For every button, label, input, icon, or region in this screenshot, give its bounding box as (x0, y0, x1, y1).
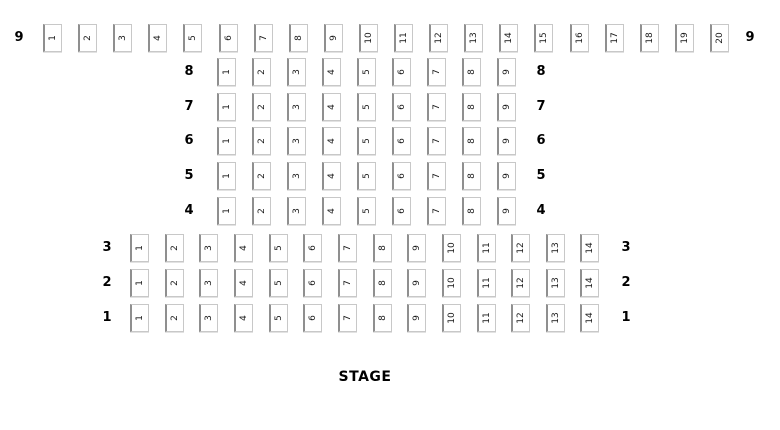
seat[interactable] (675, 24, 694, 52)
seat-number: 3 (292, 69, 302, 75)
seat[interactable] (269, 234, 288, 262)
seat-number: 10 (447, 242, 457, 254)
seat-number: 12 (516, 312, 526, 324)
row-label-left: 4 (184, 203, 194, 218)
seat-number: 10 (447, 277, 457, 289)
seat-number: 5 (274, 280, 284, 286)
seat[interactable] (462, 197, 481, 225)
seat[interactable] (497, 58, 516, 86)
row-label-right: 5 (536, 168, 546, 183)
seat-number: 5 (274, 245, 284, 251)
seat[interactable] (710, 24, 729, 52)
row-label-left: 1 (102, 310, 112, 325)
seat-number: 9 (412, 245, 422, 251)
seat[interactable] (442, 234, 461, 262)
seat-number: 2 (170, 280, 180, 286)
seat[interactable] (130, 234, 149, 262)
seat-number: 6 (224, 35, 234, 41)
seat-number: 4 (327, 138, 337, 144)
seat[interactable] (357, 197, 376, 225)
seat[interactable] (287, 197, 306, 225)
seat[interactable] (252, 93, 271, 121)
seat[interactable] (287, 93, 306, 121)
seat[interactable] (392, 162, 411, 190)
seat-number: 5 (362, 173, 372, 179)
seat[interactable] (217, 197, 236, 225)
row-label-left: 2 (102, 275, 112, 290)
seat-number: 7 (343, 315, 353, 321)
seat[interactable] (640, 24, 659, 52)
seat-number: 2 (170, 245, 180, 251)
seat[interactable] (338, 304, 357, 332)
seat[interactable] (497, 162, 516, 190)
row-label-right: 9 (745, 30, 755, 45)
seat[interactable] (427, 162, 446, 190)
seat-number: 2 (170, 315, 180, 321)
seat[interactable] (477, 234, 496, 262)
seat-number: 1 (222, 173, 232, 179)
seat-number: 8 (467, 208, 477, 214)
seat[interactable] (289, 24, 308, 52)
seat-number: 13 (551, 312, 561, 324)
seat-number: 13 (469, 32, 479, 44)
seat-number: 1 (222, 69, 232, 75)
row-label-right: 3 (621, 240, 631, 255)
seat-number: 9 (502, 173, 512, 179)
seat[interactable] (442, 304, 461, 332)
seat[interactable] (511, 269, 530, 297)
seat[interactable] (392, 93, 411, 121)
seat-number: 14 (585, 277, 595, 289)
seat-number: 4 (327, 104, 337, 110)
seat[interactable] (427, 197, 446, 225)
seat[interactable] (113, 24, 132, 52)
seat-number: 6 (397, 69, 407, 75)
seat[interactable] (78, 24, 97, 52)
seat-number: 6 (397, 104, 407, 110)
seat-number: 7 (343, 245, 353, 251)
seat-number: 5 (362, 138, 372, 144)
seat-number: 6 (397, 208, 407, 214)
seat[interactable] (407, 234, 426, 262)
seat[interactable] (394, 24, 413, 52)
seat-number: 15 (539, 32, 549, 44)
seat[interactable] (462, 93, 481, 121)
seat[interactable] (234, 269, 253, 297)
seat-number: 4 (239, 245, 249, 251)
seat-number: 3 (118, 35, 128, 41)
seat[interactable] (165, 304, 184, 332)
seat[interactable] (130, 269, 149, 297)
seat[interactable] (357, 127, 376, 155)
seat[interactable] (497, 93, 516, 121)
seat-number: 6 (308, 280, 318, 286)
seat[interactable] (234, 304, 253, 332)
seat[interactable] (357, 162, 376, 190)
seat[interactable] (322, 58, 341, 86)
row-label-right: 7 (536, 99, 546, 114)
seat-number: 1 (135, 315, 145, 321)
seat[interactable] (580, 269, 599, 297)
seat[interactable] (217, 58, 236, 86)
seat-number: 8 (378, 315, 388, 321)
seat[interactable] (165, 234, 184, 262)
seat-number: 7 (259, 35, 269, 41)
seat-number: 8 (467, 138, 477, 144)
seat-number: 3 (204, 315, 214, 321)
seat[interactable] (427, 93, 446, 121)
row-label-right: 2 (621, 275, 631, 290)
seat-number: 12 (516, 277, 526, 289)
seat[interactable] (165, 269, 184, 297)
seat-number: 13 (551, 277, 561, 289)
seat[interactable] (234, 234, 253, 262)
seat-number: 2 (257, 104, 267, 110)
seat-number: 1 (222, 138, 232, 144)
seat[interactable] (462, 162, 481, 190)
seat-number: 1 (222, 208, 232, 214)
seat[interactable] (534, 24, 553, 52)
seat-number: 9 (329, 35, 339, 41)
seat-number: 6 (397, 173, 407, 179)
seat[interactable] (407, 304, 426, 332)
row-label-left: 8 (184, 64, 194, 79)
seat-number: 16 (575, 32, 585, 44)
seat[interactable] (357, 58, 376, 86)
seat[interactable] (477, 304, 496, 332)
seat-number: 3 (292, 104, 302, 110)
seat-number: 4 (153, 35, 163, 41)
seat[interactable] (287, 58, 306, 86)
seat-number: 5 (188, 35, 198, 41)
seat[interactable] (580, 304, 599, 332)
seat[interactable] (217, 93, 236, 121)
seat-number: 11 (399, 32, 409, 44)
seat[interactable] (269, 269, 288, 297)
row-label-left: 5 (184, 168, 194, 183)
seat-number: 1 (135, 280, 145, 286)
seat[interactable] (359, 24, 378, 52)
seat[interactable] (338, 269, 357, 297)
seat-number: 5 (362, 104, 372, 110)
seat-number: 14 (585, 242, 595, 254)
seat[interactable] (392, 197, 411, 225)
seat-number: 19 (680, 32, 690, 44)
seat[interactable] (43, 24, 62, 52)
seat-number: 10 (447, 312, 457, 324)
seat-number: 3 (292, 208, 302, 214)
seat-number: 3 (292, 173, 302, 179)
seat-number: 9 (502, 104, 512, 110)
seat-number: 6 (397, 138, 407, 144)
seat[interactable] (303, 234, 322, 262)
seat-number: 18 (645, 32, 655, 44)
seat[interactable] (442, 269, 461, 297)
seat[interactable] (570, 24, 589, 52)
seat[interactable] (199, 234, 218, 262)
seat[interactable] (303, 269, 322, 297)
seat[interactable] (373, 234, 392, 262)
seat[interactable] (511, 234, 530, 262)
seat[interactable] (427, 127, 446, 155)
seat[interactable] (427, 58, 446, 86)
seat-number: 6 (308, 245, 318, 251)
seat[interactable] (546, 304, 565, 332)
seat[interactable] (130, 304, 149, 332)
seat-number: 2 (257, 173, 267, 179)
seat[interactable] (477, 269, 496, 297)
seat[interactable] (322, 162, 341, 190)
seat[interactable] (287, 127, 306, 155)
seat-number: 8 (467, 69, 477, 75)
seat[interactable] (373, 304, 392, 332)
seat-number: 13 (551, 242, 561, 254)
seat[interactable] (497, 197, 516, 225)
seat-number: 4 (327, 208, 337, 214)
row-label-right: 6 (536, 133, 546, 148)
seat[interactable] (464, 24, 483, 52)
seat-number: 5 (362, 69, 372, 75)
seat[interactable] (324, 24, 343, 52)
seat[interactable] (252, 197, 271, 225)
seat[interactable] (254, 24, 273, 52)
seat[interactable] (303, 304, 322, 332)
seat-number: 7 (432, 208, 442, 214)
seat-number: 10 (364, 32, 374, 44)
seat-number: 1 (135, 245, 145, 251)
seat-number: 8 (467, 104, 477, 110)
seat[interactable] (322, 93, 341, 121)
seat-number: 9 (502, 138, 512, 144)
seat[interactable] (497, 127, 516, 155)
seat-number: 9 (502, 208, 512, 214)
seat-number: 12 (516, 242, 526, 254)
seat-number: 8 (467, 173, 477, 179)
seat-number: 2 (257, 208, 267, 214)
seat[interactable] (357, 93, 376, 121)
seat[interactable] (322, 197, 341, 225)
seat-number: 1 (48, 35, 58, 41)
row-label-right: 8 (536, 64, 546, 79)
seat[interactable] (217, 162, 236, 190)
seat[interactable] (199, 304, 218, 332)
seat[interactable] (373, 269, 392, 297)
seat-number: 3 (204, 280, 214, 286)
seat[interactable] (217, 127, 236, 155)
row-label-right: 1 (621, 310, 631, 325)
seat-number: 8 (294, 35, 304, 41)
stage-label: STAGE (338, 369, 392, 385)
seat-number: 5 (274, 315, 284, 321)
seat[interactable] (219, 24, 238, 52)
seat[interactable] (462, 58, 481, 86)
seat[interactable] (407, 269, 426, 297)
seat[interactable] (546, 234, 565, 262)
seat[interactable] (429, 24, 448, 52)
seat-number: 7 (432, 173, 442, 179)
seat[interactable] (183, 24, 202, 52)
seat[interactable] (392, 58, 411, 86)
seat[interactable] (252, 58, 271, 86)
seat-number: 11 (482, 242, 492, 254)
seat[interactable] (252, 162, 271, 190)
seat[interactable] (148, 24, 167, 52)
seat-number: 6 (308, 315, 318, 321)
seat-number: 9 (412, 315, 422, 321)
seat-number: 2 (257, 138, 267, 144)
seat-number: 9 (502, 69, 512, 75)
seat-number: 7 (432, 104, 442, 110)
seat[interactable] (580, 234, 599, 262)
row-label-left: 6 (184, 133, 194, 148)
seat-number: 8 (378, 280, 388, 286)
seat[interactable] (499, 24, 518, 52)
row-label-left: 7 (184, 99, 194, 114)
seat-number: 11 (482, 312, 492, 324)
seat[interactable] (546, 269, 565, 297)
seat-number: 7 (432, 138, 442, 144)
seat-number: 2 (83, 35, 93, 41)
seat-number: 4 (327, 173, 337, 179)
row-label-left: 3 (102, 240, 112, 255)
seat[interactable] (462, 127, 481, 155)
seat-number: 5 (362, 208, 372, 214)
seat[interactable] (269, 304, 288, 332)
seat[interactable] (605, 24, 624, 52)
seat-number: 3 (292, 138, 302, 144)
seat-number: 9 (412, 280, 422, 286)
seat-number: 3 (204, 245, 214, 251)
seat[interactable] (199, 269, 218, 297)
seat-number: 1 (222, 104, 232, 110)
seat-number: 12 (434, 32, 444, 44)
row-label-left: 9 (14, 30, 24, 45)
seat-number: 7 (432, 69, 442, 75)
seat-number: 4 (239, 280, 249, 286)
seat-number: 14 (585, 312, 595, 324)
seat[interactable] (338, 234, 357, 262)
seat-number: 2 (257, 69, 267, 75)
seat[interactable] (322, 127, 341, 155)
seat-number: 17 (610, 32, 620, 44)
seat[interactable] (511, 304, 530, 332)
seat-number: 4 (327, 69, 337, 75)
seat-number: 14 (504, 32, 514, 44)
seat-number: 20 (715, 32, 725, 44)
row-label-right: 4 (536, 203, 546, 218)
seat-number: 7 (343, 280, 353, 286)
seat-number: 4 (239, 315, 249, 321)
seat[interactable] (252, 127, 271, 155)
seat-number: 8 (378, 245, 388, 251)
seat[interactable] (392, 127, 411, 155)
seat[interactable] (287, 162, 306, 190)
seat-number: 11 (482, 277, 492, 289)
